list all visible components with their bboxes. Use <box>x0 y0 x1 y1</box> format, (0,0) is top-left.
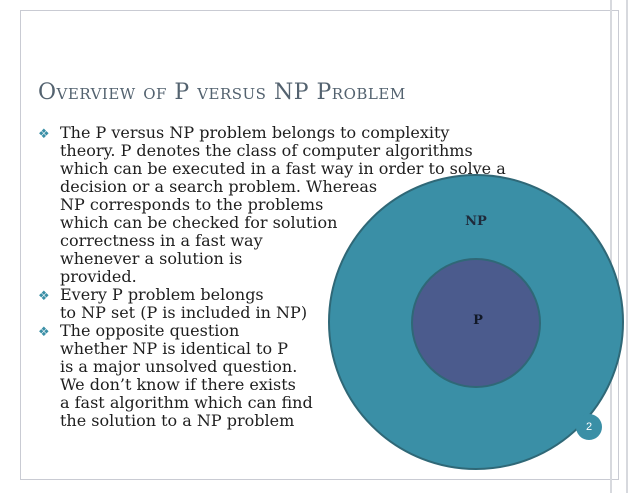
page-number-badge: 2 <box>576 414 602 440</box>
bullet-list <box>38 124 578 430</box>
slide-title: Overview of P versus NP Problem <box>38 80 406 105</box>
bullet-text: The opposite question whether NP is identical to P is a major unsolved question. We don’t know if there exists a fast algorithm which can find the solution to a NP problem <box>60 321 313 430</box>
square-bullet-icon: ❖ <box>38 127 50 142</box>
bullet-text: The P versus NP problem belongs to complexity theory. P denotes the class of computer algorithms which can be executed in a fast way in order to solve a decision or a search problem. Whereas NP corresponds to the problems which can be checked for solution correctness in a fast way whenever a solution is provided. <box>60 123 506 286</box>
p-label: P <box>473 313 483 328</box>
bullet-item <box>38 322 578 430</box>
bullet-item <box>38 124 578 286</box>
square-bullet-icon: ❖ <box>38 325 50 340</box>
square-bullet-icon: ❖ <box>38 289 50 304</box>
np-label: NP <box>465 214 487 229</box>
bullet-text: Every P problem belongs to NP set (P is included in NP) <box>60 285 308 322</box>
bullet-item <box>38 286 578 322</box>
